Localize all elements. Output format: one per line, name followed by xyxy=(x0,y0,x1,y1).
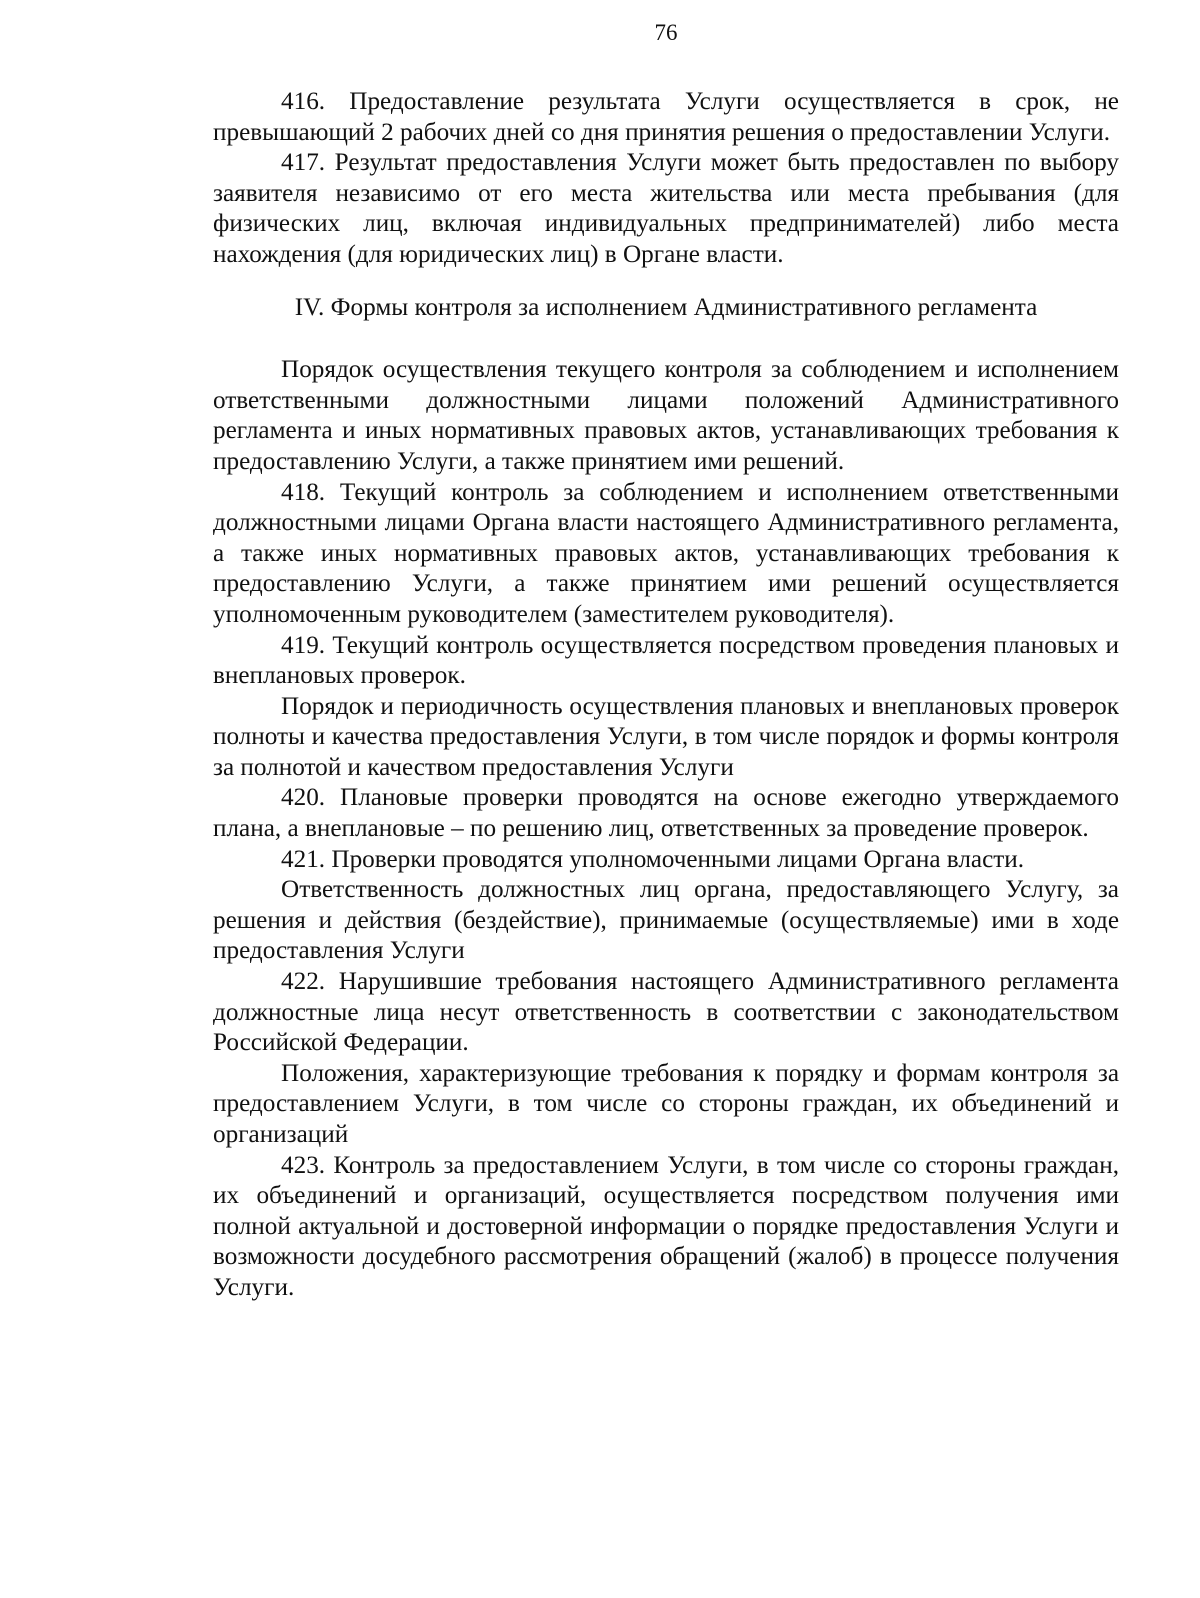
subsection-title-current-control: Порядок осуществления текущего контроля за соблюдением и исполнением ответственными должностными лицами положений Административного регламента и иных нормативных правовых актов, устанавливающих требования к предоставлению Услуги, а также принятием ими решений. xyxy=(213,356,1119,475)
paragraph-417: 417. Результат предоставления Услуги может быть предоставлен по выбору заявителя независимо от его места жительства или места пребывания (для физических лиц, включая индивидуальных предпринимателей) либо места нахождения (для юридических лиц) в Органе власти. xyxy=(213,149,1119,268)
subsection-title-inspections: Порядок и периодичность осуществления плановых и внеплановых проверок полноты и качества предоставления Услуги, в том числе порядок и формы контроля за полнотой и качеством предоставления Услуги xyxy=(213,692,1119,781)
paragraph-421: 421. Проверки проводятся уполномоченными лицами Органа власти. xyxy=(281,845,1025,873)
paragraph-418: 418. Текущий контроль за соблюдением и исполнением ответственными должностными лицами Органа власти настоящего Административного регламента, а также иных нормативных правовых актов, устанавливающих требования к предоставлению Услуги, а также принятием ими решений осуществляется уполномоченным руководителем (заместителем руководителя). xyxy=(213,478,1119,628)
document-body xyxy=(213,87,1119,1304)
page-number: 76 xyxy=(654,20,678,45)
paragraph-423: 423. Контроль за предоставлением Услуги, в том числе со стороны граждан, их объединений и организаций, осуществляется посредством получения ими полной актуальной и достоверной информации о порядке предоставления Услуги и возможности досудебного рассмотрения обращений (жалоб) в процессе получения Услуги. xyxy=(213,1151,1119,1301)
section-heading-iv: IV. Формы контроля за исполнением Административного регламента xyxy=(294,293,1038,321)
subsection-title-responsibility: Ответственность должностных лиц органа, предоставляющего Услугу, за решения и действия (бездействие), принимаемые (осуществляемые) ими в ходе предоставления Услуги xyxy=(213,876,1119,965)
paragraph-419: 419. Текущий контроль осуществляется посредством проведения плановых и внеплановых проверок. xyxy=(213,631,1119,690)
paragraph-416: 416. Предоставление результата Услуги осуществляется в срок, не превышающий 2 рабочих дней со дня принятия решения о предоставлении Услуги. xyxy=(213,88,1119,146)
paragraph-420: 420. Плановые проверки проводятся на основе ежегодно утверждаемого плана, а внеплановые – по решению лиц, ответственных за проведение проверок. xyxy=(213,784,1119,843)
subsection-title-public-control: Положения, характеризующие требования к порядку и формам контроля за предоставлением Услуги, в том числе со стороны граждан, их объединений и организаций xyxy=(213,1059,1119,1148)
paragraph-422: 422. Нарушившие требования настоящего Административного регламента должностные лица несут ответственность в соответствии с законодательством Российской Федерации. xyxy=(213,968,1119,1057)
